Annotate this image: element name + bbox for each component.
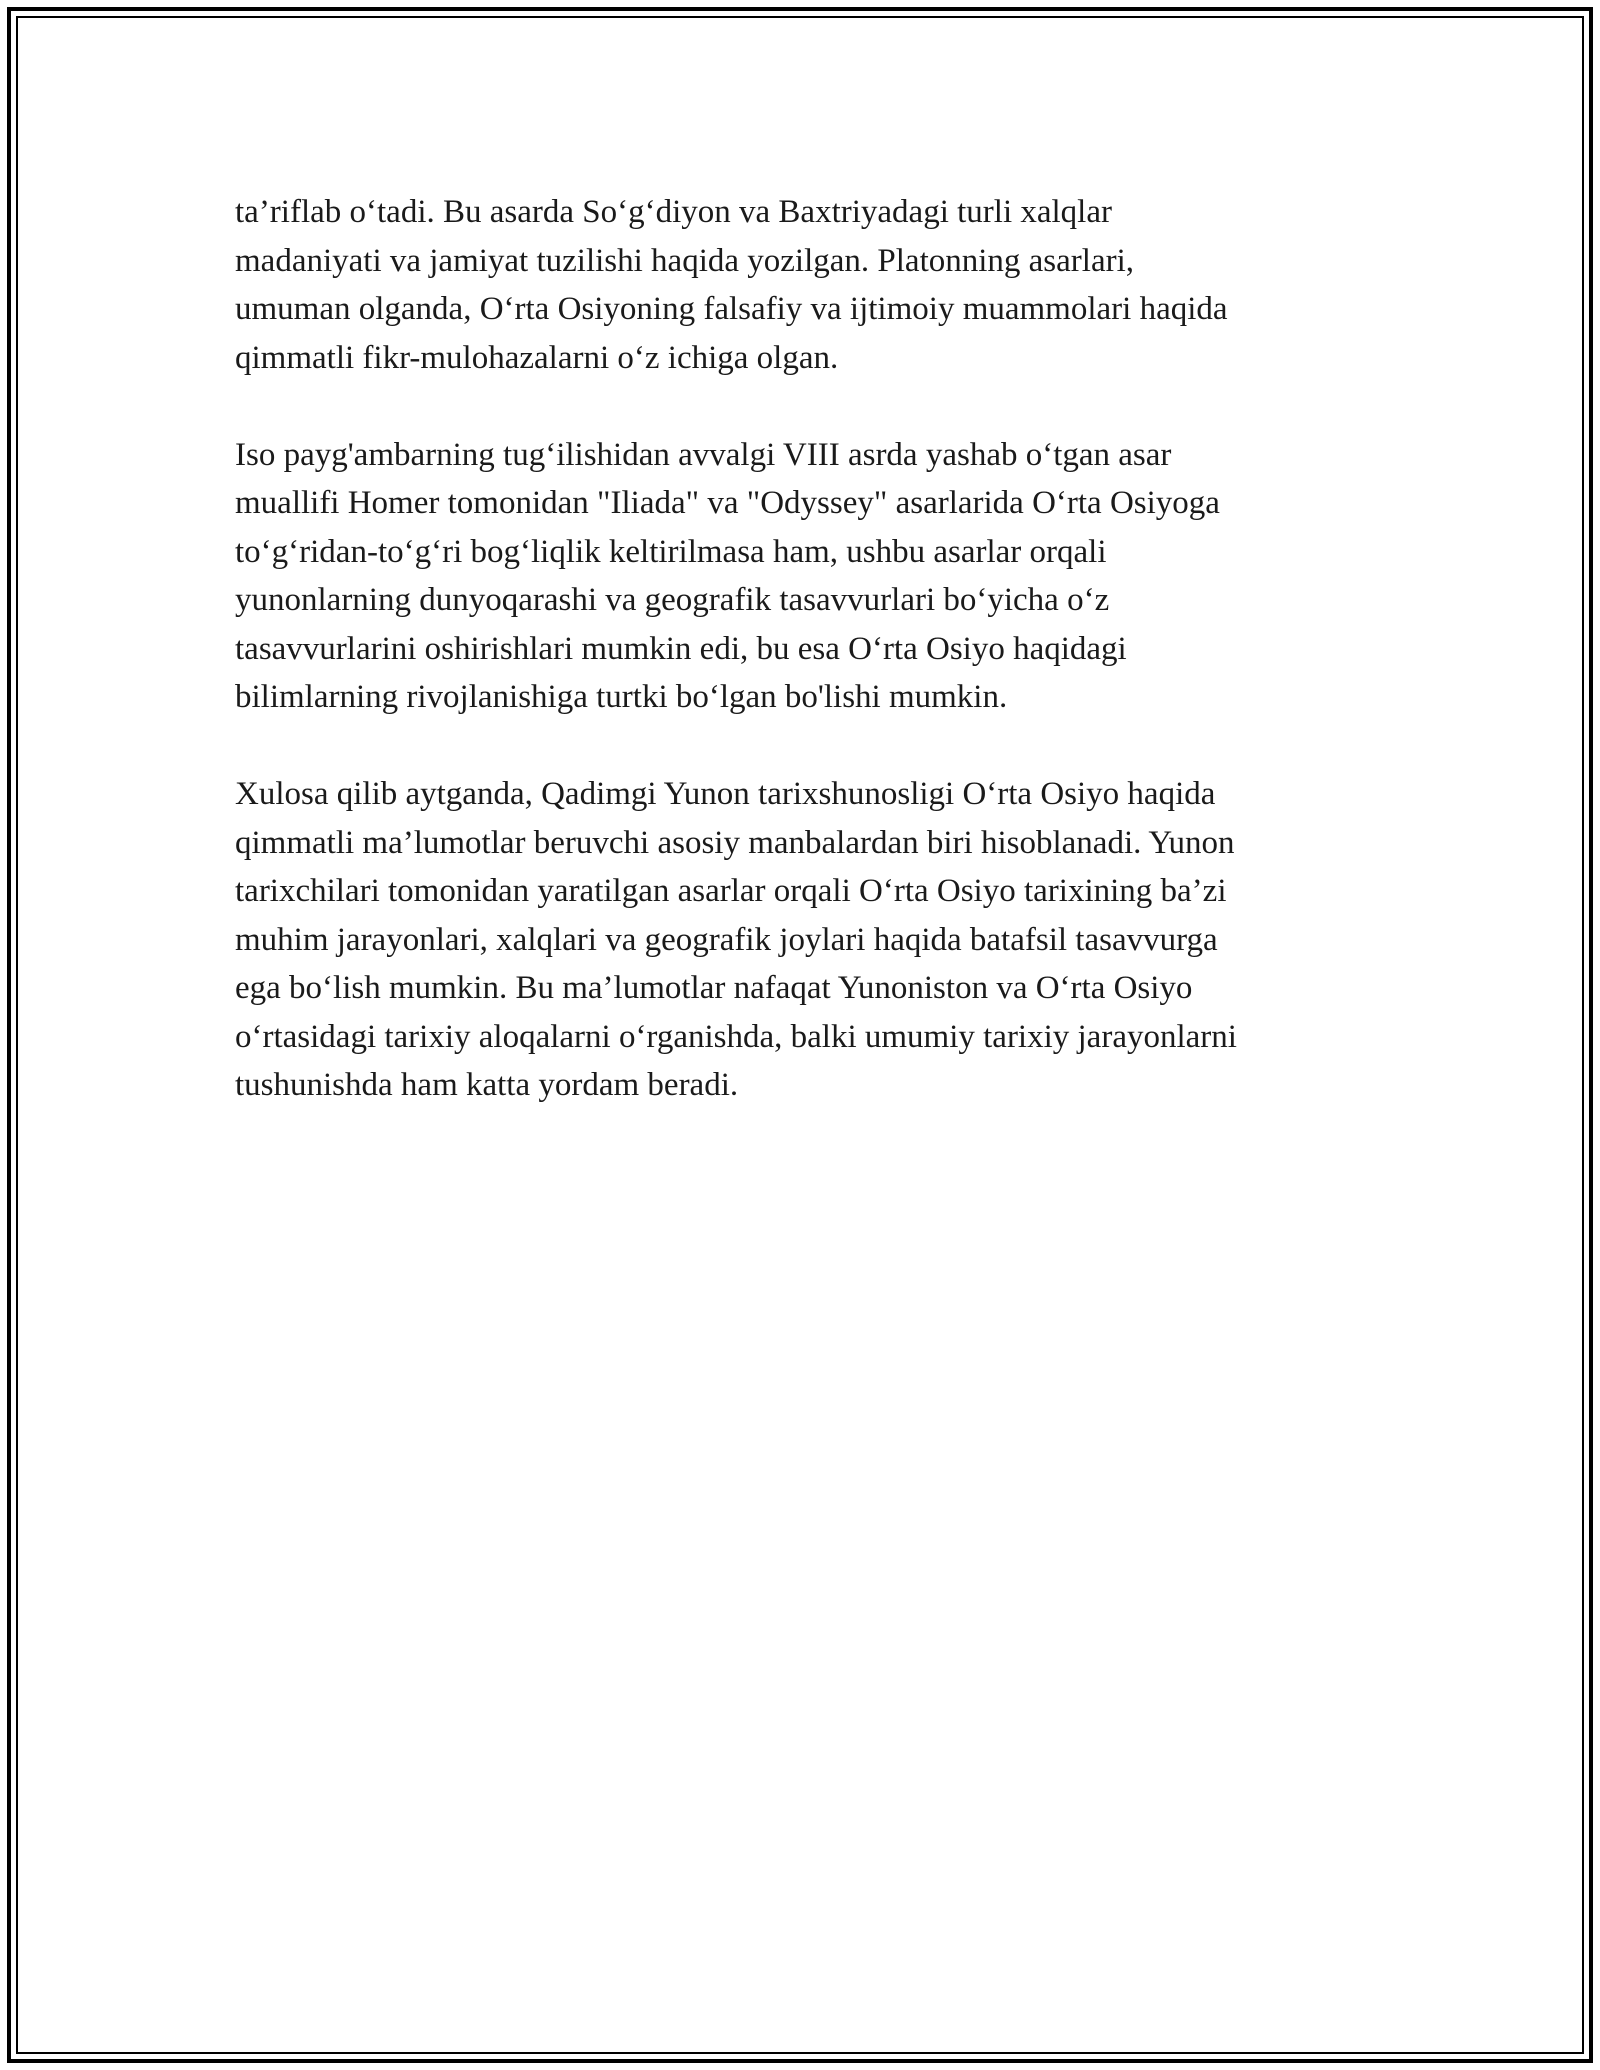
- text-line: o‘rtasidagi tarixiy aloqalarni o‘rganishda, balki umumiy tarixiy jarayonlarni: [235, 1018, 1237, 1055]
- text-line: tasavvurlarini oshirishlari mumkin edi, bu esa O‘rta Osiyo haqidagi: [235, 630, 1127, 667]
- document-body: [235, 188, 1365, 1158]
- text-line: Iso payg'ambarning tug‘ilishidan avvalgi VIII asrda yashab o‘tgan asar: [235, 436, 1172, 473]
- text-line: qimmatli ma’lumotlar beruvchi asosiy manbalardan biri hisoblanadi. Yunon: [235, 824, 1235, 861]
- text-line: yunonlarning dunyoqarashi va geografik tasavvurlari bo‘yicha o‘z: [235, 582, 1110, 618]
- text-line: ta’riflab o‘tadi. Bu asarda So‘g‘diyon va Baxtriyadagi turli xalqlar: [235, 194, 1112, 230]
- text-line: muallifi Homer tomonidan "Iliada" va "Odyssey" asarlarida O‘rta Osiyoga: [235, 485, 1220, 521]
- text-line: tarixchilari tomonidan yaratilgan asarlar orqali O‘rta Osiyo tarixining ba’zi: [235, 873, 1227, 909]
- text-line: Xulosa qilib aytganda, Qadimgi Yunon tarixshunosligi O‘rta Osiyo haqida: [235, 776, 1216, 812]
- text-line: umuman olganda, O‘rta Osiyoning falsafiy va ijtimoiy muammolari haqida: [235, 291, 1228, 327]
- text-line: muhim jarayonlari, xalqlari va geografik joylari haqida batafsil tasavvurga: [235, 921, 1218, 958]
- text-line: tushunishda ham katta yordam beradi.: [235, 1067, 739, 1103]
- paragraph-2: [235, 431, 1365, 722]
- text-line: to‘g‘ridan-to‘g‘ri bog‘liqlik keltirilmasa ham, ushbu asarlar orqali: [235, 533, 1107, 570]
- text-line: madaniyati va jamiyat tuzilishi haqida yozilgan. Platonning asarlari,: [235, 242, 1135, 279]
- text-line: ega bo‘lish mumkin. Bu ma’lumotlar nafaqat Yunoniston va O‘rta Osiyo: [235, 970, 1193, 1006]
- paragraph-1: [235, 188, 1365, 382]
- paragraph-3: [235, 770, 1365, 1110]
- text-line: qimmatli fikr-mulohazalarni o‘z ichiga olgan.: [235, 339, 839, 376]
- text-line: bilimlarning rivojlanishiga turtki bo‘lgan bo'lishi mumkin.: [235, 679, 1008, 715]
